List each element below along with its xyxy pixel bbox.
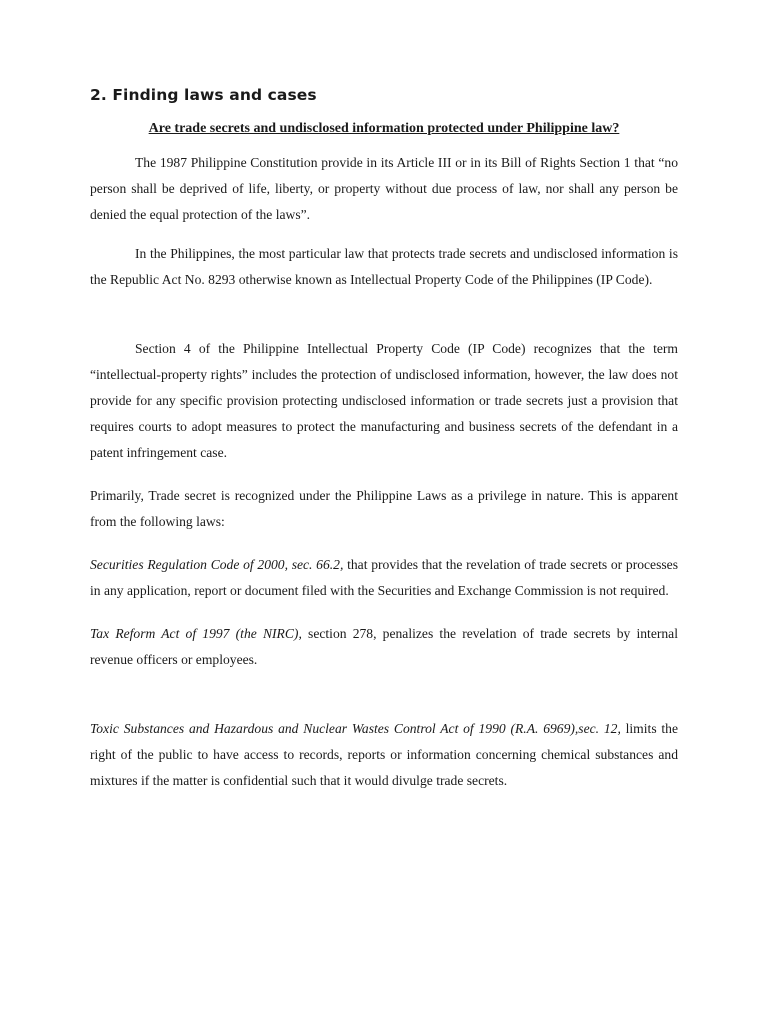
section-heading: 2. Finding laws and cases <box>90 86 317 104</box>
paragraph-constitution: The 1987 Philippine Constitution provide in its Article III or in its Bill of Rights Section 1 that “no person shall be deprived of life, liberty, or property without due process of law, nor shall any person be denied the equal protection of the laws”. <box>90 155 678 222</box>
paragraph-section-4: Section 4 of the Philippine Intellectual Property Code (IP Code) recognizes that the term “intellectual-property rights” includes the protection of undisclosed information, however, the law does not provide for any specific provision protecting undisclosed information or trade secrets just a provision that requires courts to adopt measures to protect the manufacturing and business secrets of the defendant in a patent infringement case. <box>90 341 678 460</box>
law-citation: Tax Reform Act of 1997 (the NIRC), <box>90 626 302 641</box>
law-description: that provides that the revelation of trade secrets or processes in any application, report or document filed with the Securities and Exchange Commission is not required. <box>90 557 678 598</box>
law-item-toxic-substances <box>90 716 678 794</box>
law-citation: Toxic Substances and Hazardous and Nuclear Wastes Control Act of 1990 (R.A. 6969),sec. 12, <box>90 721 621 736</box>
paragraph-ip-code: In the Philippines, the most particular law that protects trade secrets and undisclosed information is the Republic Act No. 8293 otherwise known as Intellectual Property Code of the Philippines (IP Code). <box>90 246 678 287</box>
law-citation: Securities Regulation Code of 2000, sec. 66.2, <box>90 557 344 572</box>
question-heading: Are trade secrets and undisclosed information protected under Philippine law? <box>148 121 620 136</box>
law-description: section 278, penalizes the revelation of trade secrets by internal revenue officers or employees. <box>90 626 678 667</box>
paragraph-privilege: Primarily, Trade secret is recognized under the Philippine Laws as a privilege in nature. This is apparent from the following laws: <box>90 488 678 529</box>
law-item-tax-reform <box>90 621 678 673</box>
law-item-securities <box>90 552 678 604</box>
law-description: limits the right of the public to have access to records, reports or information concerning chemical substances and mixtures if the matter is confidential such that it would divulge trade secrets. <box>90 721 678 788</box>
